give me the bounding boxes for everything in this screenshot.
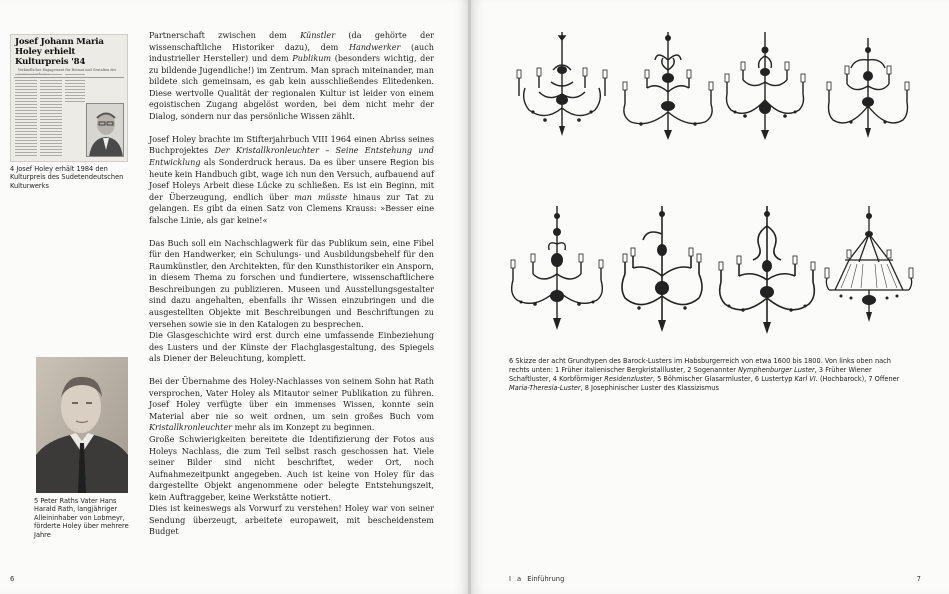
caption-text: , 8 Josephinischer Luster des Klassizismus [580, 383, 719, 392]
figure-caption-4 [10, 165, 132, 190]
paragraph: Die Glasgeschichte wird erst durch eine umfassende Einbeziehung des Lusters und der Künste der Flachglasgestaltung, des Spiegels als Diener der Beleuchtung, komplett. [149, 330, 434, 364]
clipping-headline: Josef Johann Maria Holey erhielt Kulturpreis '84 [15, 37, 104, 67]
figure-caption-6 [509, 357, 909, 393]
body-text-column [149, 30, 434, 538]
paragraph [149, 376, 434, 434]
text-run: Josef Holey brachte im Stifterjahrbuch VIII 1964 einen Abriss seines Buchprojektes [149, 133, 434, 156]
caption-text: , 3 Früher Wiener Schaftluster, 4 Korbförmiger [509, 365, 872, 383]
italic-term: man müsste [294, 191, 348, 202]
running-footer [509, 575, 564, 583]
clipping-subline: Verbindliches Engagement für Heimat und Gestalten der [14, 67, 124, 78]
text-run: Partnerschaft zwischen dem [149, 30, 301, 40]
text-run: hinaus zur Tat zu gelangen. Es gibt da einen Satz von Clemens Krauss: »Besser eine falsche Linie, als gar keine!« [149, 191, 434, 225]
text-run: (da gehörte der wissenschaftliche Historiker dazu), dem [149, 30, 434, 52]
right-page [471, 0, 949, 594]
italic-book-title: Kristallkronleuchter [149, 422, 233, 433]
page-number-right: 7 [916, 575, 921, 583]
chandelier-sketch-5 [507, 204, 607, 334]
caption-number: 6 [509, 357, 514, 365]
chandelier-sketch-2 [619, 30, 717, 142]
caption-italic: Residenzluster [604, 374, 653, 383]
clipping-column [15, 72, 37, 158]
clipping-column [40, 72, 62, 158]
caption-text: , 5 Böhmischer Glasarmluster, 6 Lustertyp [652, 374, 795, 383]
text-run: Bei der Übernahme des Holey-Nachlasses von seinem Sohn hat Rath versprochen, Vater Holey als Mitautor seiner Publikation zu führen. Josef Holey verfügte über ein immenses Wissen, konnte sein Material aber nie so weit ordnen, um sein großes Buch vom [149, 376, 434, 421]
paragraph: Große Schwierigkeiten bereitete die Identifizierung der Fotos aus Holeys Nachlass, die zum Teil selbst rasch geschossen hat. Viele seiner Bilder sind nicht beschriftet, weder Ort, noch Aufnahmezeitpunkt angegeben. Auch ist keine von Holey für das dargestellte Objekt angenommene oder belegte Entstehungszeit, kein Auftraggeber, keine Werkstätte notiert. [149, 434, 434, 502]
clipping-column [65, 72, 85, 102]
clipping-portrait-photo [86, 103, 124, 157]
chandelier-sketch-7 [715, 204, 819, 336]
clipping-text-columns [15, 72, 89, 158]
caption-number: 4 [10, 165, 15, 173]
caption-italic: Maria-Theresia-Luster [509, 383, 581, 392]
italic-book-title: Der Kristallkronleuchter – Seine Entstehung und Entwicklung [149, 145, 434, 167]
text-run: als Sonderdruck heraus. Da es über unsere Region bis heute kein Handbuch gibt, wage ich nun den Versuch, aufbauend auf Josef Holeys Arbeit diese Lücke zu schließen. Es ist ein Beginn, mit der Überzeugung, endlich über [149, 156, 434, 202]
page-number-left: 6 [10, 575, 15, 583]
portrait-photo-hans-harald-rath [36, 357, 128, 493]
caption-number: 5 [34, 497, 39, 505]
chandelier-sketch-4 [825, 36, 911, 140]
chandelier-sketch-6 [617, 204, 707, 334]
section-title: Einführung [527, 575, 565, 583]
figure-caption-5 [34, 497, 134, 539]
text-run: mehr als im Konzept zu beginnen. [232, 422, 375, 433]
section-separator: a [517, 575, 522, 583]
chandelier-sketch-8 [821, 204, 917, 330]
caption-italic: Nymphenburger Luster [738, 365, 815, 374]
caption-text: (Hochbarock), 7 Offener [817, 374, 900, 383]
text-run: (besonders wichtig, der zu bildende Jugendliche!) im Zentrum. Man sprach miteinander, man bildete sich gemeinsam, es gab kein ausschließendes Elitedenken. Diese wertvolle Qualität der regionalen Kultur ist leider von einem egoistischen Zugang abgelöst worden, bei dem nicht mehr der Dialog, sondern nur das persönliche Wissen zählt. [149, 53, 435, 121]
chandelier-sketch-1 [515, 30, 609, 140]
paragraph [149, 134, 434, 226]
text-run: (auch industrieller Hersteller) und dem [149, 41, 434, 64]
newspaper-clipping [10, 34, 128, 162]
italic-term: Handwerker [348, 41, 401, 52]
section-number: I [509, 575, 512, 583]
caption-italic: Karl VI. [794, 374, 818, 383]
paragraph [149, 30, 434, 122]
left-page [0, 0, 469, 594]
italic-term: Künstler [300, 30, 336, 40]
paragraph: Das Buch soll ein Nachschlagwerk für das Publikum sein, eine Fibel für den Handwerker, ein Schulungs- und Ausbildungsbehelf für den Raumkünstler, den Architekten, für den Kunsthistoriker ein Ansporn, in diesem Thema zu forschen und fundiertere, wissenschaftlichere Beschreibungen zu publizieren. Museen und Ausstellungsgestalter sind dazu angehalten, ebenfalls ihr Wissen einzubringen und die ausgestellten Objekte mit Beschreibungen und Beschriftungen zu versehen sowie sie in den Katalogen zu besprechen. [149, 237, 434, 329]
chandelier-sketch-3 [721, 30, 809, 142]
paragraph: Dies ist keineswegs als Vorwurf zu verstehen! Holey war von seiner Sendung überzeugt, arbeitete europaweit, mit bescheidenstem Budget [149, 503, 434, 537]
caption-text: Peter Raths Vater Hans Harald Rath, langjähriger Alleininhaber von Lobmeyr, förderte Holey über mehrere Jahre [34, 497, 129, 539]
caption-text: Skizze der acht Grundtypen des Barock-Lusters im Habsburgerreich von etwa 1600 bis 1800. Von links oben nach rechts unten: 1 Früher italienischer Bergkristallluster, 2 Sogenannter [509, 357, 891, 374]
caption-text: Josef Holey erhält 1984 den Kulturpreis des Sudetendeutschen Kulturwerks [10, 165, 124, 190]
italic-term: Publikum [292, 53, 332, 64]
